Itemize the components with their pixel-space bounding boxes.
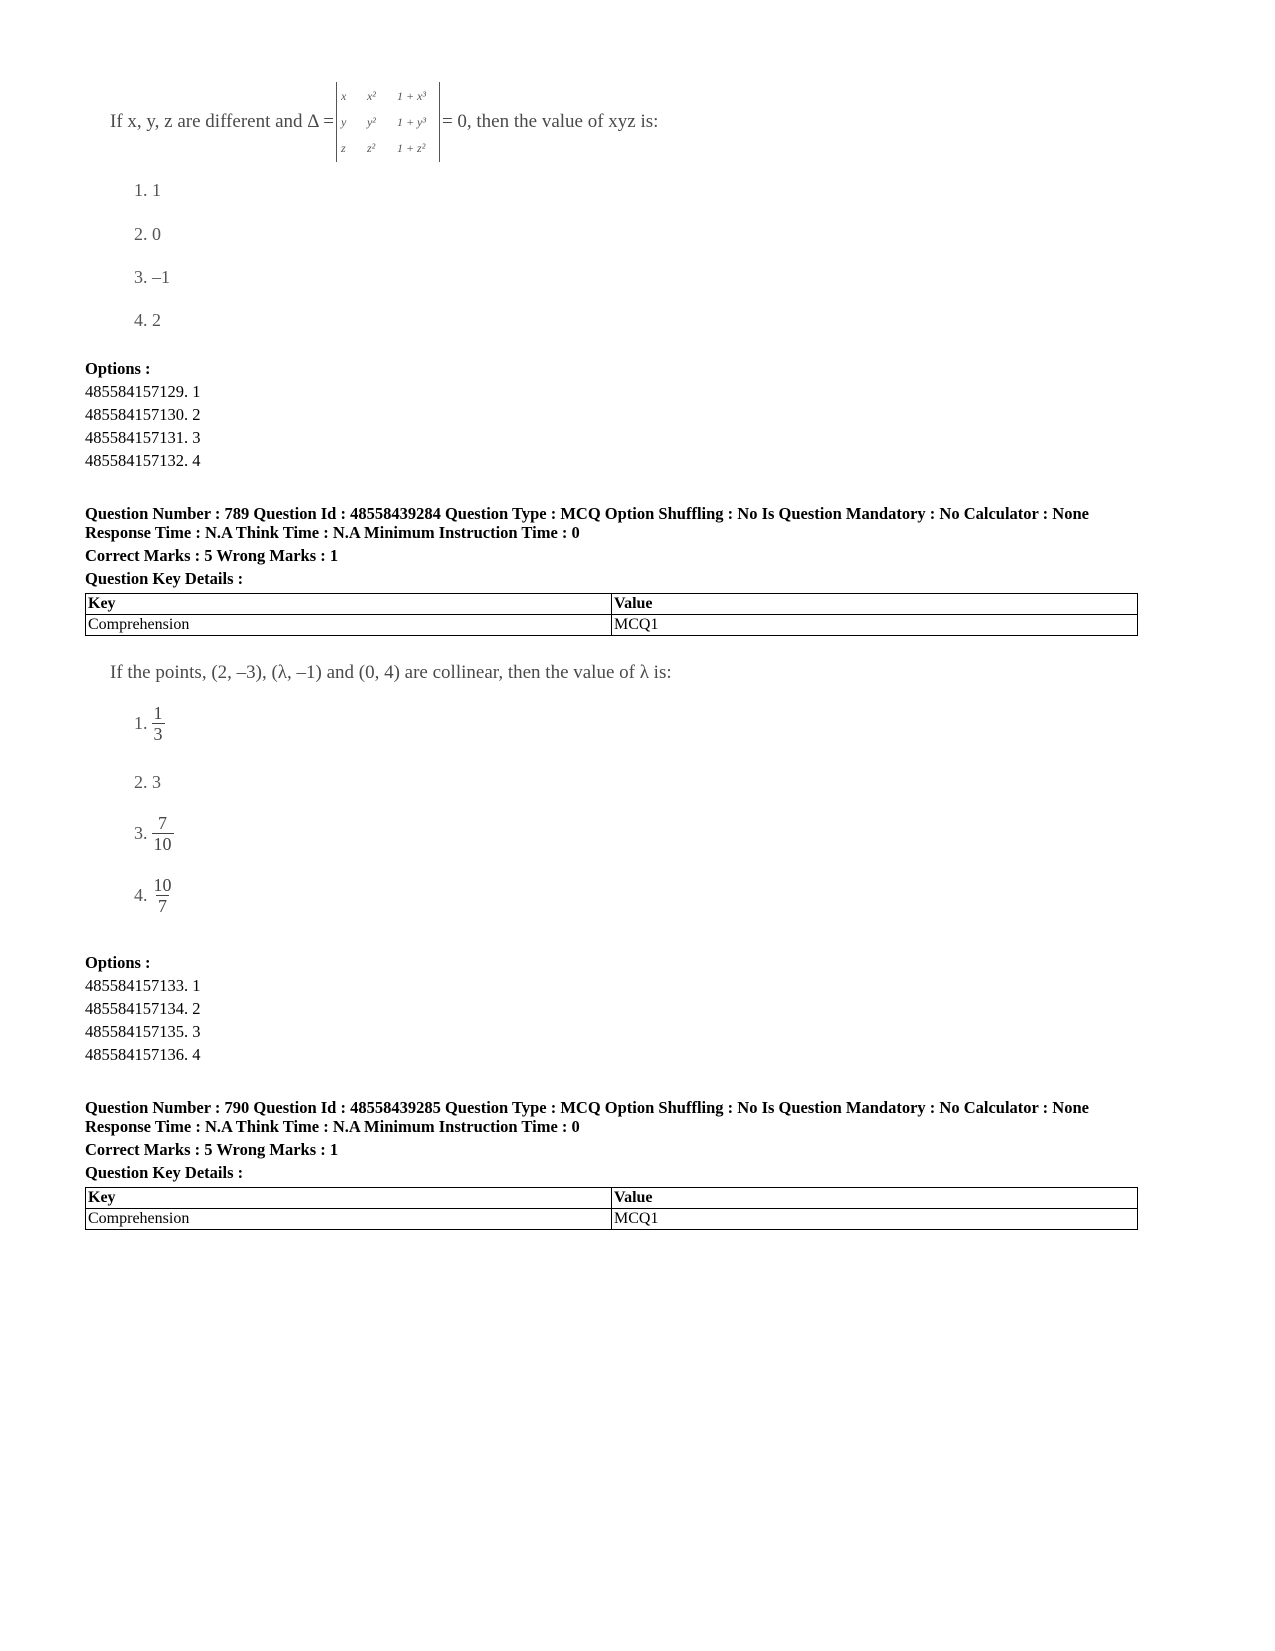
fraction [152,703,165,744]
det-cell: 1 + y³ [396,114,426,129]
option-label: 1. [134,713,148,733]
q788-image-option-2: 2. 0 [134,224,161,244]
value-cell: MCQ1 [612,1209,1138,1230]
key-header: Key [86,594,612,615]
q790-key-details-label: Question Key Details : [85,1163,244,1182]
q788-image-option-4: 4. 2 [134,310,161,330]
q790-header-line2: Response Time : N.A Think Time : N.A Minimum Instruction Time : 0 [85,1117,580,1136]
q788-option-2: 485584157130. 2 [85,405,201,424]
det-cell: z [340,140,346,155]
numerator: 10 [153,875,172,895]
q789-header-line2: Response Time : N.A Think Time : N.A Minimum Instruction Time : 0 [85,523,580,542]
q789-image-option-2: 2. 3 [134,772,161,792]
det-cell: y² [366,114,376,129]
key-header: Key [86,1188,612,1209]
q788-options-label: Options : [85,359,151,378]
det-cell: y [340,114,347,129]
numerator: 7 [158,813,167,833]
q789-key-table [85,593,1138,636]
q789-image-option-1 [134,703,165,744]
q789-header-line1: Question Number : 789 Question Id : 48558439284 Question Type : MCQ Option Shuffling : No Is Question Mandatory : No Calculator : None [85,504,1089,523]
value-header: Value [612,594,1138,615]
q788-option-1: 485584157129. 1 [85,382,201,401]
q789-options-label: Options : [85,953,151,972]
q789-marks: Correct Marks : 5 Wrong Marks : 1 [85,546,339,565]
q788-stem-prefix: If x, y, z are different and Δ = [110,111,334,132]
det-cell: z² [366,140,376,155]
det-cell: x² [366,88,376,103]
q789-option-1: 485584157133. 1 [85,976,201,995]
q788-stem [110,82,658,162]
q789-option-3: 485584157135. 3 [85,1022,201,1041]
key-cell: Comprehension [86,615,612,636]
q789-option-4: 485584157136. 4 [85,1045,201,1064]
q790-key-table [85,1187,1138,1230]
numerator: 1 [153,703,163,723]
value-header: Value [612,1188,1138,1209]
determinant [336,82,440,162]
fraction [152,813,174,854]
denominator: 3 [153,724,163,744]
q788-option-4: 485584157132. 4 [85,451,201,470]
option-label: 4. [134,885,148,905]
q790-marks: Correct Marks : 5 Wrong Marks : 1 [85,1140,339,1159]
option-label: 3. [134,823,148,843]
q789-option-2: 485584157134. 2 [85,999,201,1018]
denominator: 7 [158,896,167,916]
denominator: 10 [153,834,172,854]
q789-image-option-4 [134,875,174,916]
q788-option-3: 485584157131. 3 [85,428,201,447]
q788-image-option-3: 3. –1 [134,267,170,287]
q790-header-line1: Question Number : 790 Question Id : 48558439285 Question Type : MCQ Option Shuffling : No Is Question Mandatory : No Calculator : None [85,1098,1089,1117]
key-cell: Comprehension [86,1209,612,1230]
det-cell: x [340,88,347,103]
q789-stem: If the points, (2, –3), (λ, –1) and (0, 4) are collinear, then the value of λ is: [110,662,672,683]
q788-image-option-1: 1. 1 [134,180,161,200]
fraction [152,875,174,916]
q789-image-option-3 [134,813,174,854]
det-cell: 1 + x³ [396,88,426,103]
value-cell: MCQ1 [612,615,1138,636]
det-cell: 1 + z² [396,140,426,155]
q789-key-details-label: Question Key Details : [85,569,244,588]
q788-stem-suffix: = 0, then the value of xyz is: [441,111,659,132]
